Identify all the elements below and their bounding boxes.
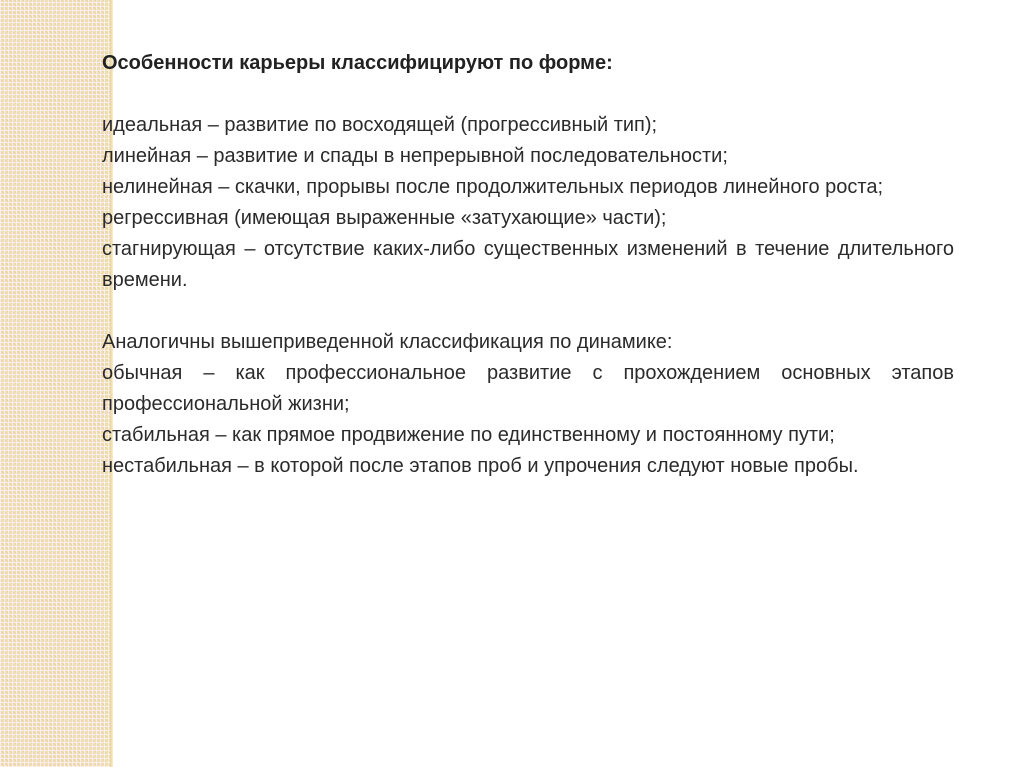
form-item-regressive: регрессивная (имеющая выраженные «затухающие» части); <box>102 207 667 229</box>
form-item-linear: линейная – развитие и спады в непрерывной последовательности; <box>102 145 728 167</box>
slide-text-body <box>102 48 954 482</box>
decorative-side-strip <box>0 0 110 767</box>
form-item-stagnating: стагнирующая – отсутствие каких-либо существенных изменений в течение длительного времени. <box>102 238 954 291</box>
dynamics-item-ordinary: обычная – как профессиональное развитие с прохождением основных этапов профессиональной жизни; <box>102 362 954 415</box>
form-item-ideal: идеальная – развитие по восходящей (прогрессивный тип); <box>102 114 658 136</box>
dynamics-item-unstable: нестабильная – в которой после этапов проб и упрочения следуют новые пробы. <box>102 455 859 477</box>
spacer <box>102 296 954 327</box>
dynamics-item-stable: стабильная – как прямое продвижение по единственному и постоянному пути; <box>102 424 835 446</box>
slide-heading: Особенности карьеры классифицируют по форме: <box>102 52 613 74</box>
spacer <box>102 79 954 110</box>
form-item-nonlinear: нелинейная – скачки, прорывы после продолжительных периодов линейного роста; <box>102 176 884 198</box>
dynamics-intro: Аналогичны вышеприведенной классификация по динамике: <box>102 331 673 353</box>
